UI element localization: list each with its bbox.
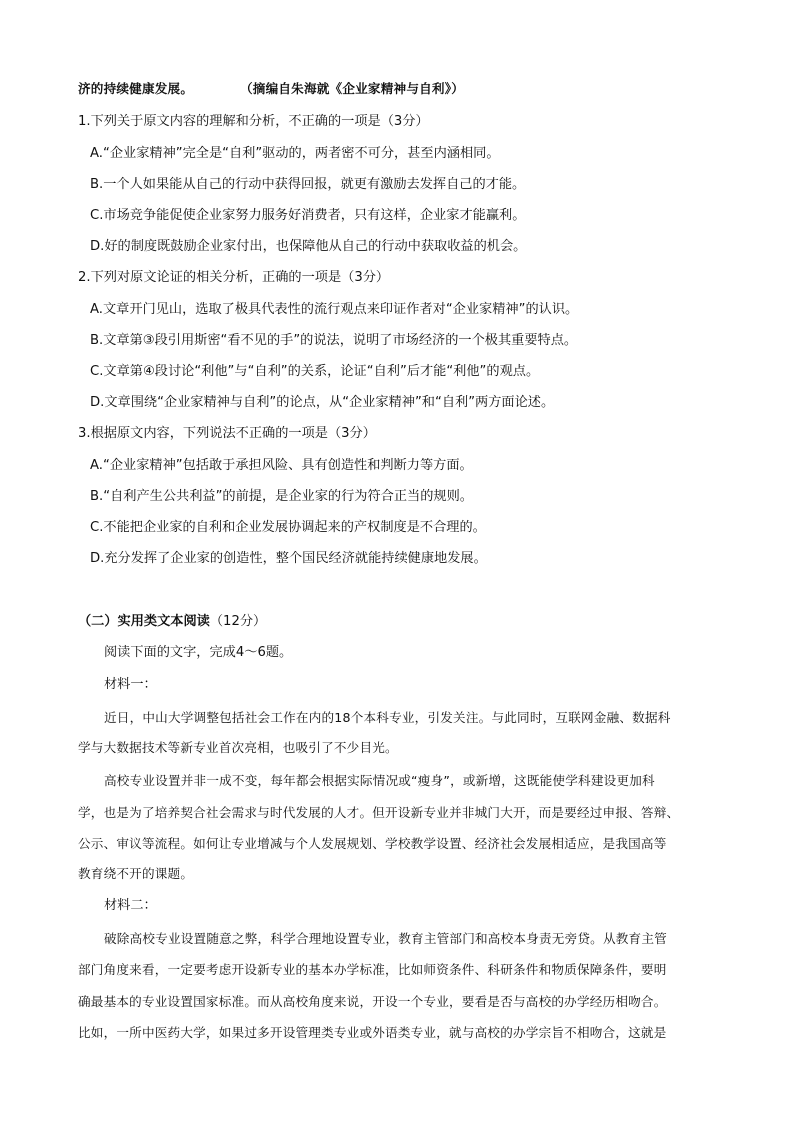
question-3-option-b: B.“自利产生公共利益”的前提，是企业家的行为符合正当的规则。: [90, 489, 473, 504]
question-2-option-a: A.文章开门见山，选取了极具代表性的流行观点来印证作者对“企业家精神”的认识。: [90, 302, 579, 317]
question-1-option-c: C.市场竞争能促使企业家努力服务好消费者，只有这样，企业家才能赢利。: [90, 208, 526, 223]
material-1-line: 公示、审议等流程。如何让专业增减与个人发展规划、学校教学设置、经济社会发展相适应，是我国高等: [78, 836, 667, 851]
question-2-option-c: C.文章第④段讨论“利他”与“自利”的关系，论证“自利”后才能“利他”的观点。: [90, 364, 540, 379]
question-2-option-d: D.文章围绕“企业家精神与自利”的论点，从“企业家精神”和“自利”两方面论述。: [90, 395, 555, 410]
question-1-stem: 1.下列关于原文内容的理解和分析，不正确的一项是（3分）: [78, 114, 429, 129]
source-citation: （摘编自朱海就《企业家精神与自利》）: [240, 81, 464, 96]
intro-tail: 济的持续健康发展。: [78, 81, 194, 96]
material-1-line: 近日，中山大学调整包括社会工作在内的18个本科专业，引发关注。与此同时，互联网金融、数据科: [104, 710, 671, 725]
section-instruction: 阅读下面的文字，完成4～6题。: [104, 645, 293, 660]
material-1-line: 学，也是为了培养契合社会需求与时代发展的人才。但开设新专业并非城门大开，而是要经过申报、答辩、: [78, 805, 680, 820]
material-2-line: 比如，一所中医药大学，如果过多开设管理类专业或外语类专业，就与高校的办学宗旨不相吻合，这就是: [78, 1025, 667, 1040]
section-title: （二）实用类文本阅读: [78, 614, 210, 629]
question-1-option-a: A.“企业家精神”完全是“自利”驱动的，两者密不可分，甚至内涵相同。: [90, 146, 500, 161]
question-1-option-b: B.一个人如果能从自己的行动中获得回报，就更有激励去发挥自己的才能。: [90, 177, 526, 192]
question-2-option-b: B.文章第③段引用斯密“看不见的手”的说法，说明了市场经济的一个极其重要特点。: [90, 333, 578, 348]
material-1-line: 高校专业设置并非一成不变，每年都会根据实际情况或“瘦身”，或新增，这既能使学科建设更加科: [104, 773, 655, 788]
material-1-line: 学与大数据技术等新专业首次亮相，也吸引了不少目光。: [78, 740, 398, 755]
material-2-label: 材料二：: [104, 898, 157, 913]
material-1-label: 材料一：: [104, 677, 157, 692]
material-1-line: 教育绕不开的课题。: [78, 866, 194, 881]
question-1-option-d: D.好的制度既鼓励企业家付出，也保障他从自己的行动中获取收益的机会。: [90, 239, 527, 254]
question-2-stem: 2.下列对原文论证的相关分析，正确的一项是（3分）: [78, 270, 390, 285]
section-score: （12分）: [209, 614, 267, 629]
material-2-line: 确最基本的专业设置国家标准。而从高校角度来说，开设一个专业，要看是否与高校的办学经历相吻合。: [78, 994, 667, 1009]
question-3-stem: 3.根据原文内容，下列说法不正确的一项是（3分）: [78, 426, 376, 441]
material-2-line: 部门角度来看，一定要考虑开设新专业的基本办学标准，比如师资条件、科研条件和物质保障条件，要明: [78, 962, 667, 977]
question-3-option-a: A.“企业家精神”包括敢于承担风险、具有创造性和判断力等方面。: [90, 458, 473, 473]
question-3-option-c: C.不能把企业家的自利和企业发展协调起来的产权制度是不合理的。: [90, 520, 486, 535]
question-3-option-d: D.充分发挥了企业家的创造性，整个国民经济就能持续健康地发展。: [90, 551, 487, 566]
material-2-line: 破除高校专业设置随意之弊，科学合理地设置专业，教育主管部门和高校本身责无旁贷。从教育主管: [104, 931, 667, 946]
section-heading: [78, 612, 266, 632]
